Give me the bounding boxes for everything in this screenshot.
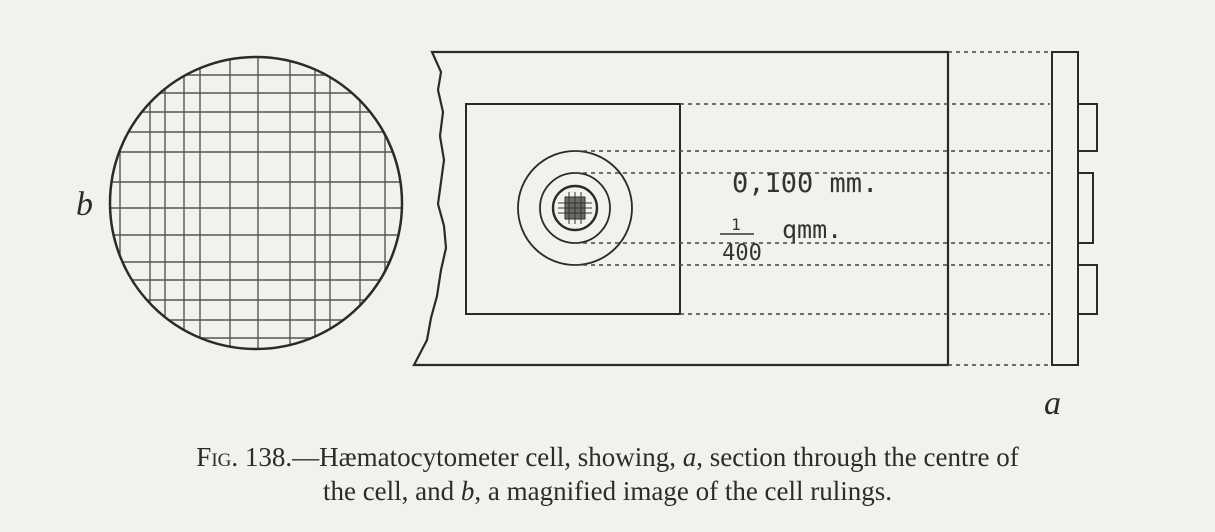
caption-text-4: , a magnified image of the cell rulings. <box>474 476 893 506</box>
caption-fig-number: 138. <box>244 442 293 472</box>
fraction-denominator: 400 <box>722 241 762 266</box>
measure-label: 0,100 mm. <box>732 168 879 199</box>
caption-text-1: —Hæmatocytometer cell, showing, <box>292 442 683 472</box>
caption-text-3: the cell, and <box>322 476 461 506</box>
ruling-disc <box>100 50 410 360</box>
label-a: a <box>1044 385 1061 420</box>
label-b: b <box>76 186 93 223</box>
caption-label-b: b <box>460 476 475 506</box>
fraction-numerator: 1 <box>731 215 741 234</box>
fraction-unit: qmm. <box>782 215 843 244</box>
caption-label-a: a <box>682 442 697 472</box>
caption-text-2: , section through the centre of <box>696 442 1019 472</box>
ruling-spot <box>558 192 592 224</box>
figure-caption <box>40 440 1175 508</box>
projection-lines <box>575 52 1050 365</box>
cell-section <box>1052 52 1097 365</box>
caption-fig-word: Fig. <box>196 442 239 472</box>
